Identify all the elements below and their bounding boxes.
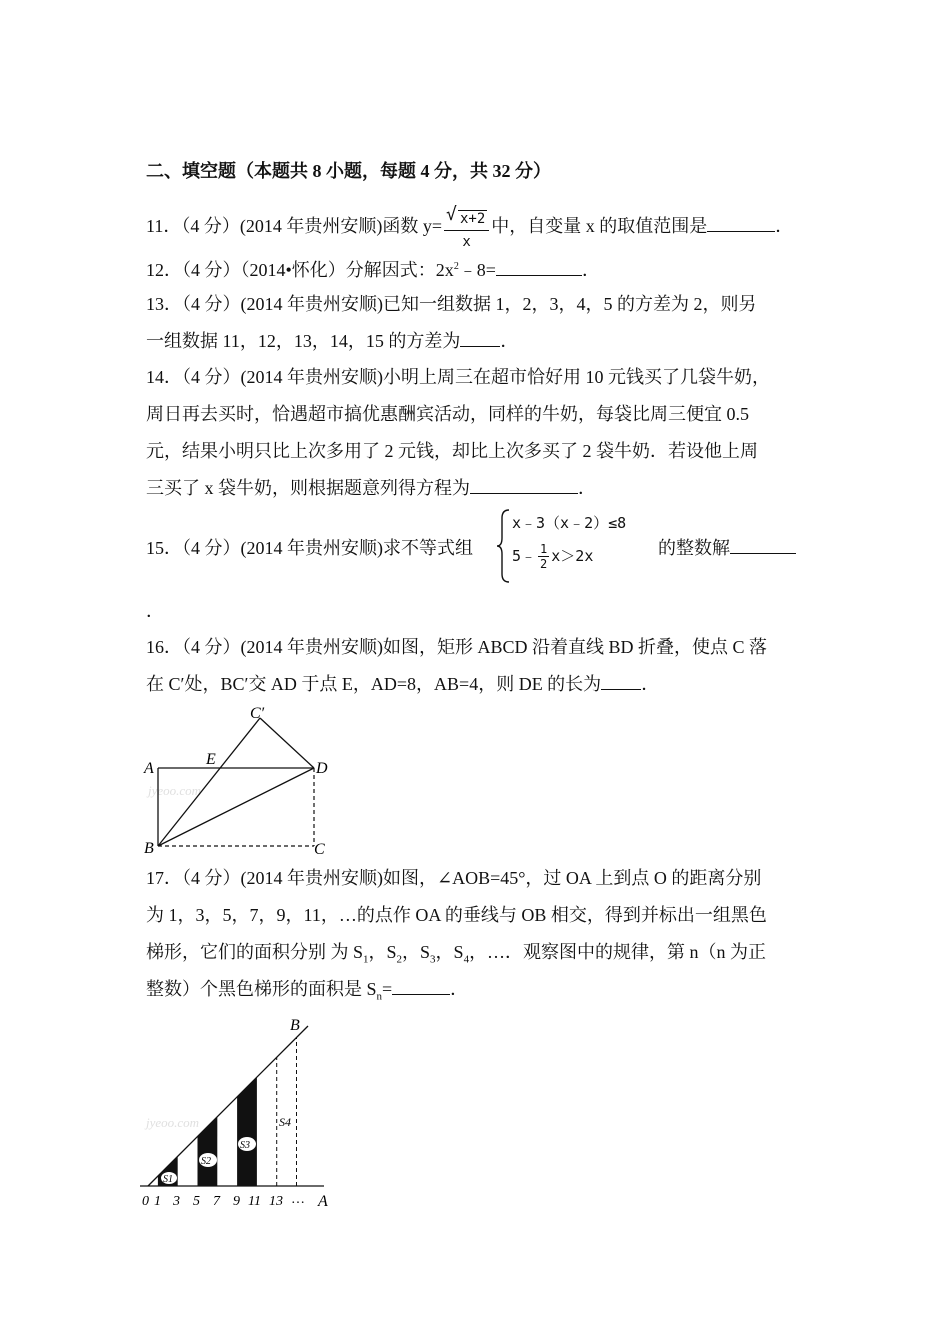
q17-end: ． [450,979,469,999]
fig17-ray-OB [148,1026,308,1186]
question-16-line2 [146,673,659,695]
q17-line3-a: 梯形，它们的面积分别 为 S [146,942,364,962]
q17-line3-b: ，S [368,942,397,962]
fig17-label-S4: S4 [279,1115,291,1129]
q13-answer-blank[interactable] [460,330,500,347]
q13-line2-text: 一组数据 11，12，13，14，15 的方差为 [146,331,461,351]
q12-answer-blank[interactable] [496,259,582,276]
q13-end: ． [500,331,519,351]
fig16-label-B: B [144,840,154,857]
q15-ineq2-a: 5﹣ [512,547,537,565]
q17-line3-c: ，S [402,942,431,962]
question-17-line1: 17．（4 分）(2014 年贵州安顺)如图，∠AOB=45°，过 OA 上到点 O 的距离分别 [146,868,762,888]
q17-sub-1: 1 [363,953,369,966]
q12-end: ． [581,260,600,280]
q15-end: ． [146,601,164,621]
fig17-tick-9: 9 [233,1194,240,1209]
fig17-label-S3: S3 [240,1140,250,1151]
q12-text-a: 12．（4 分）（2014•怀化）分解因式：2x [146,260,454,280]
question-14-line1: 14．（4 分）(2014 年贵州安顺)小明上周三在超市恰好用 10 元钱买了几袋牛奶， [146,367,770,387]
fig17-tick-11: 11 [248,1194,261,1209]
fig17-tick-5: 5 [193,1194,200,1209]
q17-line4-b: = [382,979,393,999]
q15-ineq2-b: x＞2x [551,547,594,565]
q11-answer-blank[interactable] [707,215,775,232]
q11-prefix: 11．（4 分）(2014 年贵州安顺)函数 y= [146,216,442,236]
fig17-watermark: jyeoo.com [146,1115,200,1130]
q11-suffix: 中，自变量 x 的取值范围是 [491,216,708,236]
q17-sub-3: 3 [430,953,436,966]
fig16-label-C: C [314,841,325,858]
q15-inequality-2 [512,542,593,571]
q15-answer-blank[interactable] [730,537,796,554]
fig17-tick-ellipsis: … [292,1192,305,1207]
q17-sub-2: 2 [396,953,403,966]
figure-17-black-trapezoids [136,1012,346,1212]
fig16-label-A: A [144,760,154,777]
q12-text-b: ﹣8= [458,260,496,280]
q12-sup: 2 [453,261,459,272]
figure-16-rectangle-fold [138,700,348,860]
q14-end: ． [578,478,596,498]
q11-end: ． [775,216,794,236]
q15-suffix-text: 的整数解 [658,538,730,558]
question-15-prefix: 15．（4 分）(2014 年贵州安顺)求不等式组 [146,538,473,558]
q16-line2-text: 在 C′处，BC′交 AD 于点 E，AD=8，AB=4，则 DE 的长为 [146,674,602,694]
fig17-label-B: B [290,1017,300,1034]
q16-end: ． [641,674,660,694]
q15-inequality-1: x﹣3（x﹣2）≤8 [512,514,627,532]
fig17-tick-13: 13 [269,1194,283,1209]
q17-sub-n: n [376,990,383,1003]
q17-line4-a: 整数）个黑色梯形的面积是 S [146,979,377,999]
question-13-line1: 13．（4 分）(2014 年贵州安顺)已知一组数据 1，2，3，4，5 的方差为 2，则另 [146,294,757,314]
question-17-line2: 为 1，3，5，7，9，11，…的点作 OA 的垂线与 OB 相交，得到并标出一组黑色 [146,905,767,925]
q17-line3-d: ，S [435,942,464,962]
q14-answer-blank[interactable] [470,477,578,494]
q11-fraction: √ x+2 x [444,208,489,253]
fig17-label-S2: S2 [201,1156,211,1167]
fig17-tick-0: 0 [142,1194,149,1209]
fig17-label-S1: S1 [163,1174,173,1185]
section-title: 二、填空题（本题共 8 小题，每题 4 分，共 32 分） [146,161,551,181]
question-14-line3: 元，结果小明只比上次多用了 2 元钱，却比上次多买了 2 袋牛奶．若设他上周 [146,441,758,461]
q15-suffix [658,537,796,559]
question-17-line3 [146,941,766,971]
q14-line4-text: 三买了 x 袋牛奶，则根据题意列得方程为 [146,478,470,498]
question-16-line1: 16．（4 分）(2014 年贵州安顺)如图，矩形 ABCD 沿着直线 BD 折叠，使点 C 落 [146,637,768,657]
fig17-label-A: A [318,1193,328,1210]
fig17-tick-3: 3 [173,1194,180,1209]
question-17-line4 [146,978,468,1008]
q15-brace [496,508,512,584]
fig17-trapezoid-2 [198,1117,218,1186]
question-12 [146,256,600,281]
fig16-label-Cp: C′ [250,705,265,722]
fig17-tick-7: 7 [213,1194,220,1209]
q11-numerator: x+2 [459,211,486,227]
q15-frac-num: 1 [540,542,548,556]
q17-line3-e: ，…．观察图中的规律，第 n（n 为正 [469,942,767,962]
q17-sub-4: 4 [463,953,470,966]
q11-denominator: x [462,234,471,250]
q15-frac-den: 2 [540,557,548,571]
q15-fraction [538,542,549,571]
question-11 [146,204,794,253]
q17-answer-blank[interactable] [392,978,450,995]
fig16-label-D: D [316,760,328,777]
fig16-segment-BCp [158,718,260,846]
q16-answer-blank[interactable] [601,673,641,690]
fig16-diagonal-BD [158,768,314,846]
fig16-label-E: E [206,751,216,768]
question-14-line2: 周日再去买时，恰遇超市搞优惠酬宾活动，同样的牛奶，每袋比周三便宜 0.5 [146,404,749,424]
fig16-watermark: jyeoo.com [148,783,202,798]
fig16-segment-CpD [260,718,314,768]
question-14-line4 [146,477,596,499]
fig17-tick-1: 1 [154,1194,161,1209]
question-13-line2 [146,330,518,352]
